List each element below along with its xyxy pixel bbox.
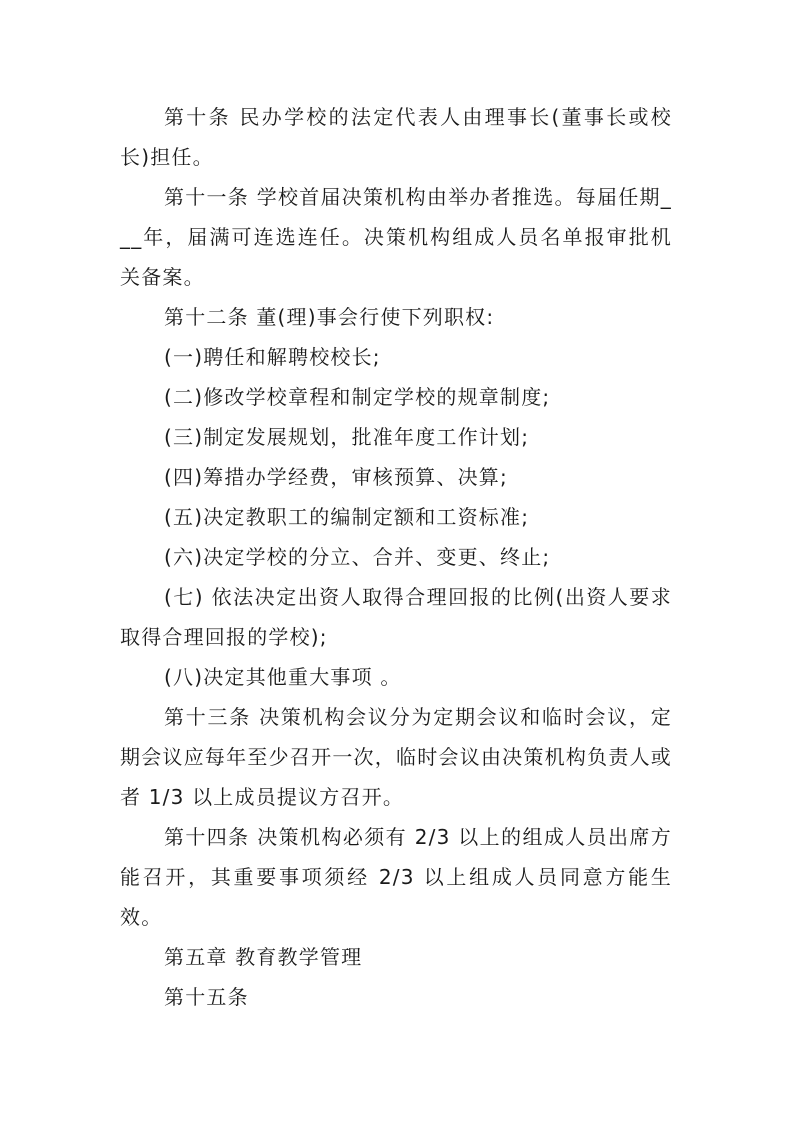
article-10-paragraph: 第十条 民办学校的法定代表人由理事长(董事长或校长)担任。 [120, 105, 672, 169]
power-item-2: (二)修改学校章程和制定学校的规章制度; [164, 385, 551, 409]
power-item-3: (三)制定发展规划，批准年度工作计划; [164, 425, 530, 449]
chapter-5-heading: 第五章 教育教学管理 [164, 945, 363, 969]
power-item-8: (八)决定其他重大事项 。 [164, 665, 402, 689]
power-item-7: (七) 依法决定出资人取得合理回报的比例(出资人要求取得合理回报的学校); [120, 585, 672, 649]
article-13-paragraph: 第十三条 决策机构会议分为定期会议和临时会议，定期会议应每年至少召开一次，临时会议由决策机构负责人或者 1/3 以上成员提议方召开。 [120, 705, 672, 809]
power-item-1: (一)聘任和解聘校校长; [164, 345, 381, 369]
power-item-5: (五)决定教职工的编制定额和工资标准; [164, 505, 530, 529]
article-11-paragraph: 第十一条 学校首届决策机构由举办者推选。每届任期___年，届满可连选连任。决策机构组成人员名单报审批机关备案。 [120, 185, 672, 289]
article-14-paragraph: 第十四条 决策机构必须有 2/3 以上的组成人员出席方能召开，其重要事项须经 2/3 以上组成人员同意方能生效。 [120, 825, 672, 929]
power-item-4: (四)筹措办学经费，审核预算、决算; [164, 465, 508, 489]
power-item-6: (六)决定学校的分立、合并、变更、终止; [164, 545, 551, 569]
article-12-paragraph: 第十二条 董(理)事会行使下列职权: [164, 305, 495, 329]
document-page [120, 97, 672, 1017]
article-15-paragraph: 第十五条 [164, 985, 249, 1009]
